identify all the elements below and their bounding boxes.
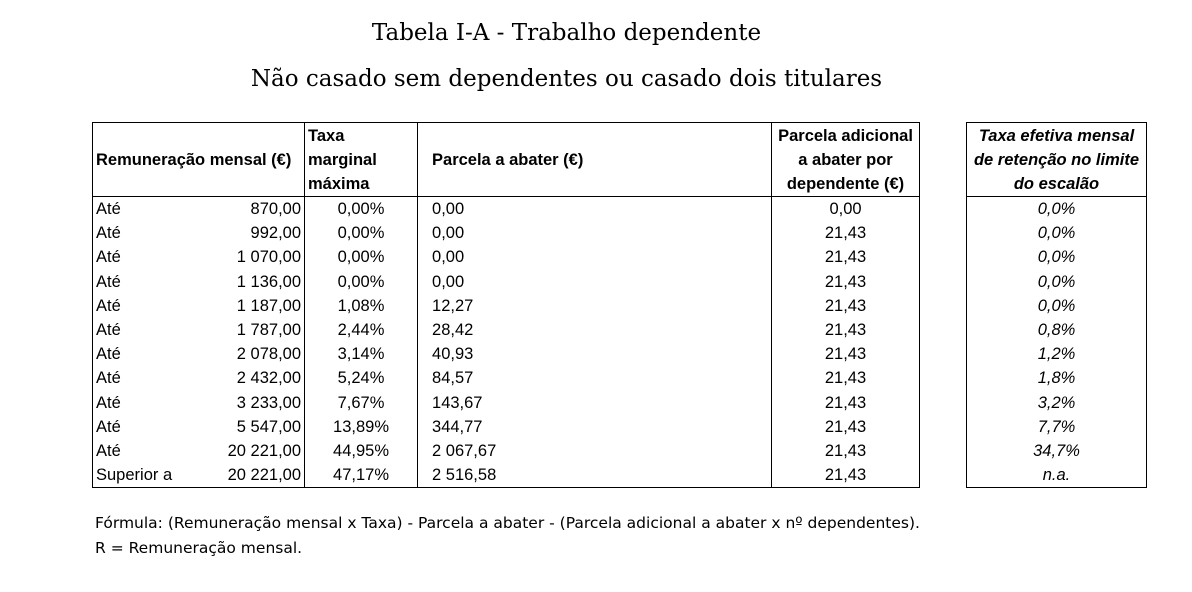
table-row (93, 221, 920, 245)
cell-taxa: 5,24% (305, 366, 418, 390)
cell-parcela: 0,00 (418, 221, 772, 245)
cell-parcela: 84,57 (418, 366, 772, 390)
cell-label: Até (93, 318, 187, 342)
cell-limit: 1 070,00 (187, 245, 305, 269)
cell-adicional: 21,43 (772, 221, 920, 245)
table-row (93, 318, 920, 342)
cell-limit: 2 432,00 (187, 366, 305, 390)
cell-limit: 1 187,00 (187, 294, 305, 318)
table-row (967, 245, 1147, 269)
table-row (93, 439, 920, 463)
table-row (967, 391, 1147, 415)
cell-label: Até (93, 245, 187, 269)
cell-label: Até (93, 391, 187, 415)
table-body (93, 197, 920, 488)
header-efetiva: Taxa efetiva mensal de retenção no limite do escalão (967, 123, 1147, 197)
cell-label: Até (93, 197, 187, 222)
cell-efetiva: 0,0% (967, 221, 1147, 245)
cell-parcela: 28,42 (418, 318, 772, 342)
cell-label: Até (93, 342, 187, 366)
cell-label: Superior a (93, 463, 187, 488)
table-subtitle: Não casado sem dependentes ou casado dois titulares (250, 66, 883, 92)
effective-rate-body (967, 197, 1147, 488)
cell-efetiva: 0,0% (967, 270, 1147, 294)
table-row (93, 245, 920, 269)
cell-label: Até (93, 294, 187, 318)
cell-label: Até (93, 366, 187, 390)
cell-taxa: 0,00% (305, 221, 418, 245)
table-row (967, 463, 1147, 488)
table-row (93, 342, 920, 366)
table-row (967, 270, 1147, 294)
header-parcela: Parcela a abater (€) (418, 123, 772, 197)
table-row (967, 366, 1147, 390)
cell-parcela: 0,00 (418, 270, 772, 294)
legend-note: R = Remuneração mensal. (95, 539, 303, 557)
cell-limit: 1 136,00 (187, 270, 305, 294)
cell-limit: 992,00 (187, 221, 305, 245)
cell-taxa: 47,17% (305, 463, 418, 488)
cell-efetiva: 0,0% (967, 245, 1147, 269)
cell-adicional: 21,43 (772, 270, 920, 294)
cell-efetiva: 1,8% (967, 366, 1147, 390)
cell-taxa: 44,95% (305, 439, 418, 463)
cell-efetiva: 1,2% (967, 342, 1147, 366)
cell-taxa: 0,00% (305, 197, 418, 222)
cell-limit: 870,00 (187, 197, 305, 222)
cell-efetiva: n.a. (967, 463, 1147, 488)
cell-efetiva: 0,8% (967, 318, 1147, 342)
table-row (93, 270, 920, 294)
cell-taxa: 0,00% (305, 270, 418, 294)
cell-taxa: 3,14% (305, 342, 418, 366)
cell-limit: 20 221,00 (187, 439, 305, 463)
cell-limit: 20 221,00 (187, 463, 305, 488)
cell-label: Até (93, 270, 187, 294)
table-row (967, 197, 1147, 222)
table-row (967, 318, 1147, 342)
cell-adicional: 21,43 (772, 463, 920, 488)
cell-parcela: 0,00 (418, 197, 772, 222)
cell-limit: 2 078,00 (187, 342, 305, 366)
header-row (967, 123, 1147, 197)
cell-parcela: 2 067,67 (418, 439, 772, 463)
cell-parcela: 40,93 (418, 342, 772, 366)
table-row (967, 342, 1147, 366)
table-row (93, 391, 920, 415)
cell-adicional: 21,43 (772, 439, 920, 463)
cell-parcela: 12,27 (418, 294, 772, 318)
cell-label: Até (93, 439, 187, 463)
table-row (967, 439, 1147, 463)
cell-adicional: 0,00 (772, 197, 920, 222)
table-row (93, 463, 920, 488)
cell-parcela: 143,67 (418, 391, 772, 415)
table-row (93, 197, 920, 222)
cell-taxa: 7,67% (305, 391, 418, 415)
table-row (967, 221, 1147, 245)
cell-label: Até (93, 221, 187, 245)
cell-taxa: 0,00% (305, 245, 418, 269)
formula-note: Fórmula: (Remuneração mensal x Taxa) - Parcela a abater - (Parcela adicional a abater x nº dependentes). (95, 514, 920, 532)
header-remuneracao: Remuneração mensal (€) (93, 123, 305, 197)
cell-label: Até (93, 415, 187, 439)
cell-taxa: 2,44% (305, 318, 418, 342)
effective-rate-table (966, 122, 1147, 488)
header-adicional: Parcela adicional a abater por dependente (€) (772, 123, 920, 197)
cell-adicional: 21,43 (772, 318, 920, 342)
cell-efetiva: 0,0% (967, 197, 1147, 222)
cell-taxa: 13,89% (305, 415, 418, 439)
cell-adicional: 21,43 (772, 245, 920, 269)
table-row (967, 294, 1147, 318)
cell-parcela: 344,77 (418, 415, 772, 439)
cell-adicional: 21,43 (772, 366, 920, 390)
cell-efetiva: 3,2% (967, 391, 1147, 415)
cell-adicional: 21,43 (772, 342, 920, 366)
cell-limit: 1 787,00 (187, 318, 305, 342)
table-title: Tabela I-A - Trabalho dependente (371, 20, 762, 46)
cell-parcela: 2 516,58 (418, 463, 772, 488)
cell-adicional: 21,43 (772, 391, 920, 415)
header-row (93, 123, 920, 197)
cell-efetiva: 0,0% (967, 294, 1147, 318)
table-row (93, 294, 920, 318)
cell-taxa: 1,08% (305, 294, 418, 318)
header-taxa: Taxa marginal máxima (305, 123, 418, 197)
cell-limit: 5 547,00 (187, 415, 305, 439)
cell-adicional: 21,43 (772, 294, 920, 318)
cell-parcela: 0,00 (418, 245, 772, 269)
cell-efetiva: 34,7% (967, 439, 1147, 463)
cell-efetiva: 7,7% (967, 415, 1147, 439)
table-row (93, 366, 920, 390)
table-row (967, 415, 1147, 439)
cell-adicional: 21,43 (772, 415, 920, 439)
cell-limit: 3 233,00 (187, 391, 305, 415)
table-row (93, 415, 920, 439)
withholding-table (92, 122, 920, 488)
